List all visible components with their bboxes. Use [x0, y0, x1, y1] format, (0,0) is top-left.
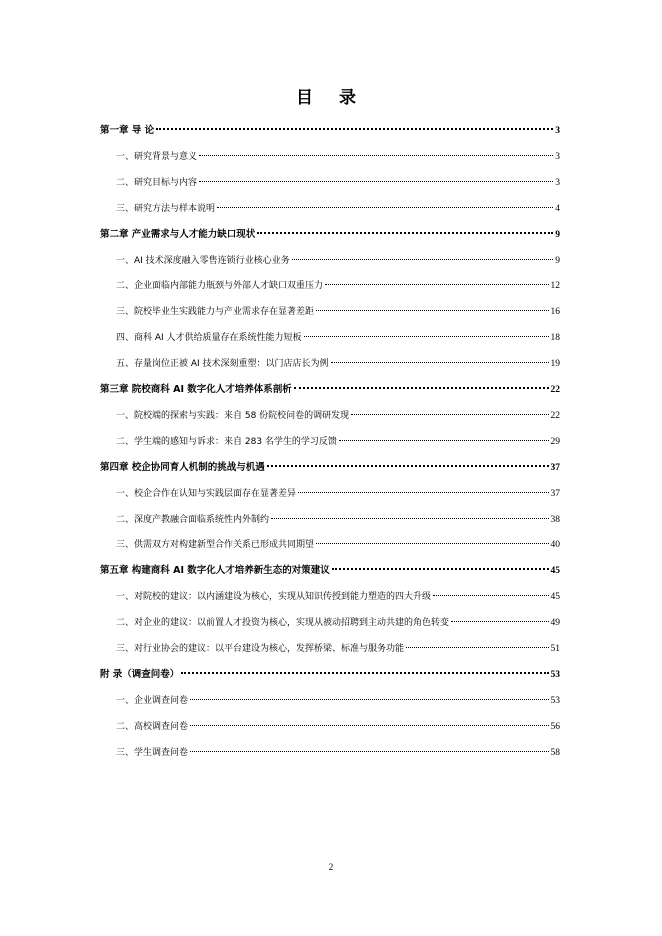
toc-entry-page: 45	[550, 592, 560, 603]
toc-section-entry[interactable]	[116, 745, 560, 761]
toc-entry-label: 三、对行业协会的建议：以平台建设为核心，发挥桥梁、标准与服务功能	[116, 644, 405, 654]
toc-dot-leader	[325, 284, 548, 285]
toc-section-entry[interactable]	[116, 175, 560, 191]
toc-dot-leader	[257, 232, 553, 234]
toc-entry-page: 18	[550, 333, 560, 344]
toc-entry-page: 19	[550, 359, 560, 370]
toc-dot-leader	[294, 387, 549, 389]
toc-entry-page: 37	[550, 488, 560, 499]
toc-section-entry[interactable]	[116, 693, 560, 709]
toc-entry-label: 一、对院校的建议：以内涵建设为核心，实现从知识传授到能力塑造的四大升级	[116, 592, 432, 603]
toc-section-entry[interactable]	[116, 615, 560, 631]
page-number: 2	[328, 862, 334, 872]
toc-entry-page: 29	[550, 436, 560, 447]
toc-entry-label: 附 录（调查问卷）	[100, 668, 180, 680]
toc-entry-label: 四、商科 AI 人才供给质量存在系统性能力短板	[116, 333, 302, 344]
toc-dot-leader	[298, 492, 548, 493]
toc-section-entry[interactable]	[116, 589, 560, 605]
toc-dot-leader	[339, 440, 549, 441]
toc-chapter-entry[interactable]	[100, 667, 560, 683]
toc-entry-page: 4	[555, 203, 560, 214]
toc-chapter-entry[interactable]	[100, 382, 560, 398]
toc-section-entry[interactable]	[116, 641, 560, 657]
toc-chapter-entry[interactable]	[100, 460, 560, 476]
toc-dot-leader	[156, 128, 553, 130]
toc-title: 目 录	[296, 88, 366, 108]
toc-dot-leader	[433, 595, 548, 596]
toc-entry-label: 一、AI 技术深度融入零售连锁行业核心业务	[116, 255, 290, 266]
toc-entry-label: 三、供需双方对构建新型合作关系已形成共同期望	[116, 540, 315, 551]
toc-entry-page: 22	[550, 410, 560, 421]
toc-chapter-entry[interactable]	[100, 123, 560, 139]
toc-entry-label: 第三章 院校商科 AI 数字化人才培养体系剖析	[100, 384, 292, 395]
toc-entry-page: 9	[555, 229, 560, 240]
toc-entry-label: 第二章 产业需求与人才能力缺口现状	[100, 228, 256, 240]
toc-entry-page: 3	[555, 126, 560, 136]
toc-entry-label: 二、深度产教融合面临系统性内外制约	[116, 514, 270, 525]
toc-entry-label: 一、院校端的探索与实践：来自 58 份院校问卷的调研发现	[116, 410, 350, 421]
toc-entry-page: 40	[550, 540, 560, 551]
toc-entry-page: 53	[550, 669, 560, 680]
toc-dot-leader	[406, 647, 548, 648]
toc-entry-page: 22	[550, 385, 560, 395]
toc-dot-leader	[451, 621, 548, 622]
toc-entry-label: 三、学生调查问卷	[116, 747, 189, 758]
toc-entry-page: 56	[550, 721, 560, 732]
toc-dot-leader	[332, 568, 549, 570]
toc-entry-label: 二、企业面临内部能力瓶颈与外部人才缺口双重压力	[116, 281, 324, 292]
toc-dot-leader	[190, 751, 548, 752]
toc-entry-label: 第五章 构建商科 AI 数字化人才培养新生态的对策建议	[100, 565, 330, 577]
toc-dot-leader	[316, 310, 548, 311]
toc-section-entry[interactable]	[116, 278, 560, 294]
toc-dot-leader	[271, 518, 548, 519]
toc-entry-page: 49	[550, 618, 560, 629]
toc-entry-label: 二、对企业的建议：以前置人才投资为核心，实现从被动招聘到主动共建的角色转变	[116, 618, 450, 629]
toc-section-entry[interactable]	[116, 719, 560, 735]
toc-section-entry[interactable]	[116, 304, 560, 320]
toc-entry-label: 二、研究目标与内容	[116, 177, 198, 188]
toc-entry-page: 45	[550, 566, 560, 577]
toc-section-entry[interactable]	[116, 253, 560, 269]
toc-dot-leader	[190, 725, 548, 726]
toc-entry-page: 58	[550, 747, 560, 758]
toc-entry-label: 二、高校调查问卷	[116, 721, 189, 732]
toc-section-entry[interactable]	[116, 201, 560, 217]
toc-chapter-entry[interactable]	[100, 227, 560, 243]
toc-dot-leader	[199, 155, 553, 156]
toc-section-entry[interactable]	[116, 149, 560, 165]
toc-entry-label: 一、校企合作在认知与实践层面存在显著差异	[116, 488, 297, 499]
toc-entry-page: 16	[550, 307, 560, 318]
toc-section-entry[interactable]	[116, 512, 560, 528]
toc-section-entry[interactable]	[116, 486, 560, 502]
toc-entry-label: 一、研究背景与意义	[116, 151, 198, 162]
toc-dot-leader	[292, 259, 554, 260]
toc-entry-label: 五、存量岗位正被 AI 技术深刻重塑：以门店店长为例	[116, 359, 329, 370]
toc-section-entry[interactable]	[116, 434, 560, 450]
toc-dot-leader	[351, 414, 548, 415]
toc-entry-label: 第一章 导 论	[100, 125, 155, 136]
toc-dot-leader	[190, 699, 548, 700]
toc-entry-label: 二、学生端的感知与诉求：来自 283 名学生的学习反馈	[116, 436, 337, 447]
toc-dot-leader	[199, 181, 553, 182]
toc-dot-leader	[217, 207, 553, 208]
toc-entry-page: 51	[550, 644, 560, 654]
toc-section-entry[interactable]	[116, 356, 560, 372]
toc-entry-page: 38	[550, 514, 560, 525]
toc-section-entry[interactable]	[116, 537, 560, 553]
toc-section-entry[interactable]	[116, 408, 560, 424]
toc-section-entry[interactable]	[116, 330, 560, 346]
toc-entry-label: 第四章 校企协同育人机制的挑战与机遇	[100, 461, 265, 473]
toc-entry-page: 9	[555, 255, 560, 266]
toc-dot-leader	[316, 543, 548, 544]
toc-entry-page: 3	[555, 177, 560, 188]
toc-dot-leader	[331, 362, 549, 363]
toc-dot-leader	[304, 336, 549, 337]
toc-entry-label: 一、企业调查问卷	[116, 695, 189, 706]
toc-entry-label: 三、院校毕业生实践能力与产业需求存在显著差距	[116, 307, 315, 318]
toc-entry-page: 12	[550, 281, 560, 292]
toc-entry-page: 3	[555, 151, 560, 162]
toc-chapter-entry[interactable]	[100, 563, 560, 579]
toc-entry-page: 53	[550, 695, 560, 706]
toc-dot-leader	[267, 465, 549, 467]
toc-entry-page: 37	[550, 462, 560, 473]
toc-entry-label: 三、研究方法与样本说明	[116, 203, 216, 214]
toc-dot-leader	[181, 672, 548, 674]
